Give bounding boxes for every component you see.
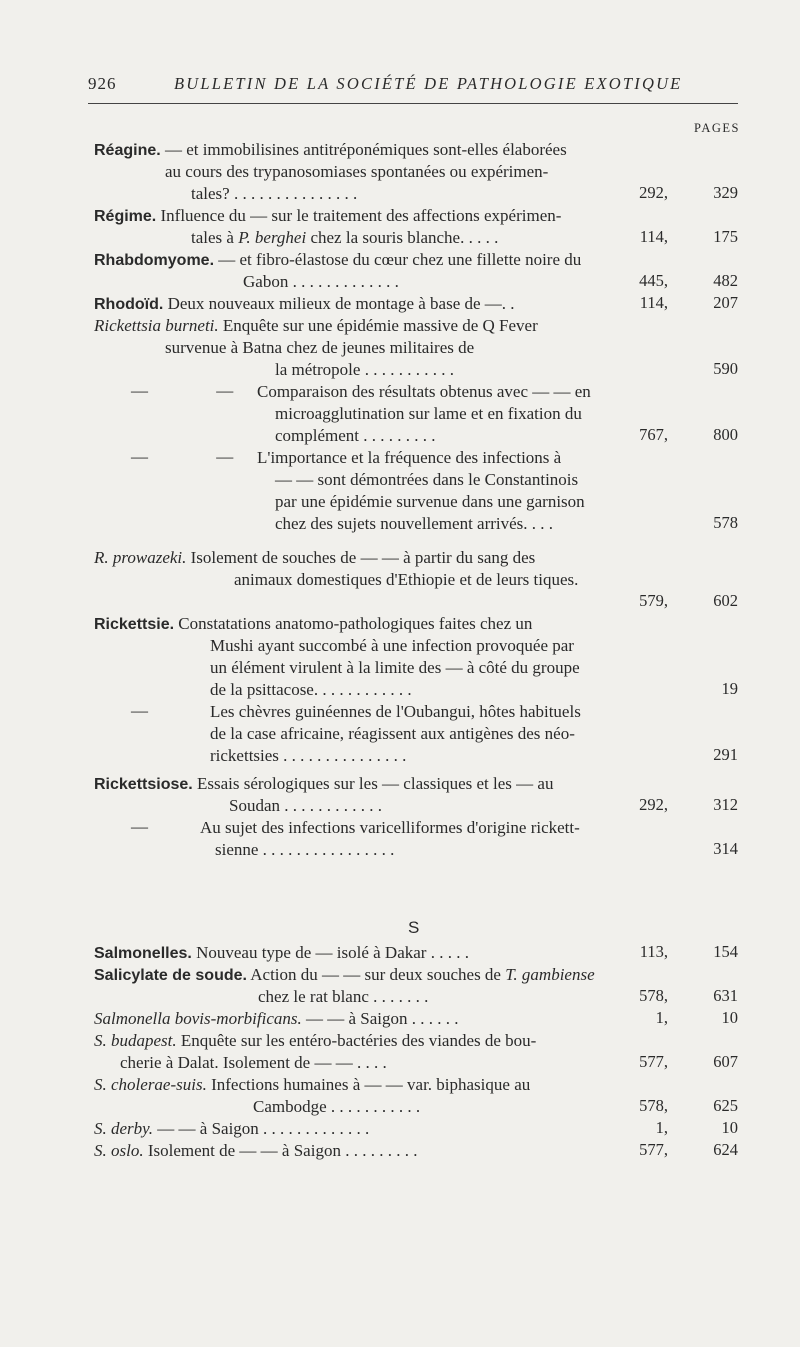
entry-keyword: Salmonelles. [94,945,192,962]
entry-text: rickettsies . . . . . . . . . . . . . . . [210,746,407,765]
page-ref: 154 [713,942,738,961]
index-entry-line [234,569,578,591]
entry-text: Enquête sur les entéro-bactéries des viandes de bou- [176,1031,537,1050]
index-entry-line [120,1052,387,1074]
index-entry-head [94,249,581,271]
entry-text: chez la souris blanche. . . . . [306,228,499,247]
entry-text: Comparaison des résultats obtenus avec — — en [257,382,591,401]
page-ref: 590 [713,359,738,378]
index-entry-line [275,469,578,491]
entry-italic-term: Salmonella bovis-morbificans. [94,1009,302,1028]
index-entry-line [258,986,428,1008]
index-entry-head [94,293,515,315]
entry-keyword: Rickettsie. [94,616,175,633]
entry-text: Isolement de souches de — — à partir du sang des [186,548,536,567]
index-entry-line [94,1118,369,1140]
page-ref: 602 [713,591,738,610]
page-ref: 314 [713,839,738,858]
entry-keyword: Réagine. [94,142,161,159]
page-ref-volume: 579, [639,591,668,610]
index-entry-line [210,745,406,767]
index-entry-head [94,139,567,161]
entry-text: Deux nouveaux milieux de montage à base de —. . [163,294,515,313]
ditto-dashes: — [131,817,148,836]
entry-text: — — à Saigon . . . . . . [301,1009,459,1028]
index-entry-line [200,817,580,839]
entry-text: — et immobilisines antitréponémiques sont-elles élaborées [160,140,567,159]
entry-text: tales à [191,228,239,247]
header-rule [88,103,738,104]
page-ref-volume: 114, [639,227,668,246]
entry-italic-term: S. budapest. [94,1031,177,1050]
index-entry-line [210,657,580,679]
page-ref-volume: 578, [639,1096,668,1115]
index-entry-line [257,381,591,403]
entry-italic-term: Rickettsia burneti. [94,316,219,335]
entry-italic-term: S. oslo. [94,1141,144,1160]
index-entry-line [165,337,474,359]
index-entry-line [165,161,548,183]
index-entry-line [94,547,535,569]
page-ref: 329 [713,183,738,202]
page-ref: 578 [713,513,738,532]
entry-text: animaux domestiques d'Ethiopie et de leurs tiques. [234,570,579,589]
entry-text: complément . . . . . . . . . [275,426,436,445]
entry-text: Au sujet des infections varicelliformes d'origine rickett- [200,818,580,837]
index-entry-line [275,403,582,425]
entry-text: Constatations anatomo-pathologiques faites chez un [174,614,533,633]
entry-text: Enquête sur une épidémie massive de Q Fever [218,316,538,335]
entry-text: L'importance et la fréquence des infections à [257,448,562,467]
index-entry-line [275,513,553,535]
entry-text: Soudan . . . . . . . . . . . . [229,796,382,815]
page-ref: 10 [721,1008,738,1027]
entry-text: microagglutination sur lame et en fixation du [275,404,582,423]
page-ref: 175 [713,227,738,246]
entry-text: — — à Saigon . . . . . . . . . . . . . [153,1119,370,1138]
index-entry-head [94,942,469,964]
page-ref: 482 [713,271,738,290]
page-ref-volume: 114, [639,293,668,312]
entry-text: un élément virulent à la limite des — à côté du groupe [210,658,580,677]
index-entry-line [275,425,436,447]
index-entry-line [275,491,585,513]
page-ref-volume: 113, [639,942,668,961]
page-ref: 800 [713,425,738,444]
index-entry-line [257,447,561,469]
entry-text: par une épidémie survenue dans une garnison [275,492,585,511]
section-letter-s: S [408,918,420,937]
page-ref: 19 [721,679,738,698]
index-entry-head [94,205,561,227]
entry-text: de la case africaine, réagissent aux antigènes des néo- [210,724,575,743]
entry-text: tales? . . . . . . . . . . . . . . . [191,184,358,203]
index-entry-line [210,723,575,745]
entry-text: Gabon . . . . . . . . . . . . . [243,272,399,291]
index-entry-line [191,183,357,205]
page-ref-volume: 577, [639,1052,668,1071]
page-ref-volume: 292, [639,795,668,814]
index-entry-line [94,1074,530,1096]
index-entry-line [229,795,382,817]
index-entry-head [94,964,595,986]
page-ref: 291 [713,745,738,764]
index-entry-head [94,613,532,635]
entry-text: survenue à Batna chez de jeunes militaires de [165,338,475,357]
page-ref: 624 [713,1140,738,1159]
page-ref: 10 [721,1118,738,1137]
ditto-dashes: — — [131,381,234,400]
entry-italic-term: S. derby. [94,1119,154,1138]
entry-text: Influence du — sur le traitement des affections expérimen- [156,206,562,225]
entry-keyword: Rhabdomyome. [94,252,215,269]
page-ref-volume: 1, [655,1118,668,1137]
page-ref-volume: 577, [639,1140,668,1159]
page-ref-volume: 767, [639,425,668,444]
index-entry-line [94,1140,417,1162]
page-ref: 607 [713,1052,738,1071]
page-ref: 207 [713,293,738,312]
page-ref-volume: 1, [655,1008,668,1027]
entry-text: — et fibro-élastose du cœur chez une fillette noire du [214,250,582,269]
pages-column-heading: PAGES [694,121,740,135]
entry-italic-term: R. prowazeki. [94,548,187,567]
index-entry-line [243,271,399,293]
ditto-dashes: — [131,701,148,720]
entry-text: sienne . . . . . . . . . . . . . . . . [215,840,395,859]
entry-text: Isolement de — — à Saigon . . . . . . . . . [143,1141,418,1160]
entry-text: chez des sujets nouvellement arrivés. . . . [275,514,554,533]
index-entry-line [94,1030,536,1052]
entry-keyword: Régime. [94,208,157,225]
index-entry-line [275,359,454,381]
entry-text: au cours des trypanosomiases spontanées ou expérimen- [165,162,549,181]
entry-text: Essais sérologiques sur les — classiques et les — au [192,774,554,793]
entry-keyword: Rickettsiose. [94,776,193,793]
page-ref: 631 [713,986,738,1005]
index-entry-line [210,701,581,723]
index-entry-head [94,773,553,795]
index-entry-line [191,227,498,249]
page-ref-volume: 578, [639,986,668,1005]
entry-italic-term: P. berghei [238,228,307,247]
page-ref: 625 [713,1096,738,1115]
running-header [88,74,738,102]
entry-text: Les chèvres guinéennes de l'Oubangui, hôtes habituels [210,702,581,721]
index-entry-line [210,679,412,701]
entry-italic-term: T. gambiense [505,965,595,984]
entry-text: Cambodge . . . . . . . . . . . [253,1097,421,1116]
entry-keyword: Salicylate de soude. [94,967,247,984]
entry-text: de la psittacose. . . . . . . . . . . . [210,680,412,699]
ditto-dashes: — — [131,447,234,466]
page-number: 926 [88,74,117,93]
index-entry-line [215,839,394,861]
page-ref-volume: 445, [639,271,668,290]
entry-text: cherie à Dalat. Isolement de — — . . . . [120,1053,387,1072]
index-entry-line [94,315,538,337]
index-entry-line [210,635,574,657]
entry-text: Nouveau type de — isolé à Dakar . . . . . [191,943,469,962]
entry-text: chez le rat blanc . . . . . . . [258,987,429,1006]
page-ref: 312 [713,795,738,814]
entry-text: la métropole . . . . . . . . . . . [275,360,454,379]
entry-text: Mushi ayant succombé à une infection provoquée par [210,636,574,655]
entry-text: Infections humaines à — — var. biphasique au [206,1075,531,1094]
entry-keyword: Rhodoïd. [94,296,164,313]
page-ref-volume: 292, [639,183,668,202]
index-entry-line [94,1008,459,1030]
entry-text: — — sont démontrées dans le Constantinois [275,470,579,489]
running-title: BULLETIN DE LA SOCIÉTÉ DE PATHOLOGIE EXOTIQUE [174,74,683,93]
entry-text: Action du — — sur deux souches de [246,965,506,984]
index-entry-line [253,1096,420,1118]
entry-italic-term: S. cholerae-suis. [94,1075,207,1094]
